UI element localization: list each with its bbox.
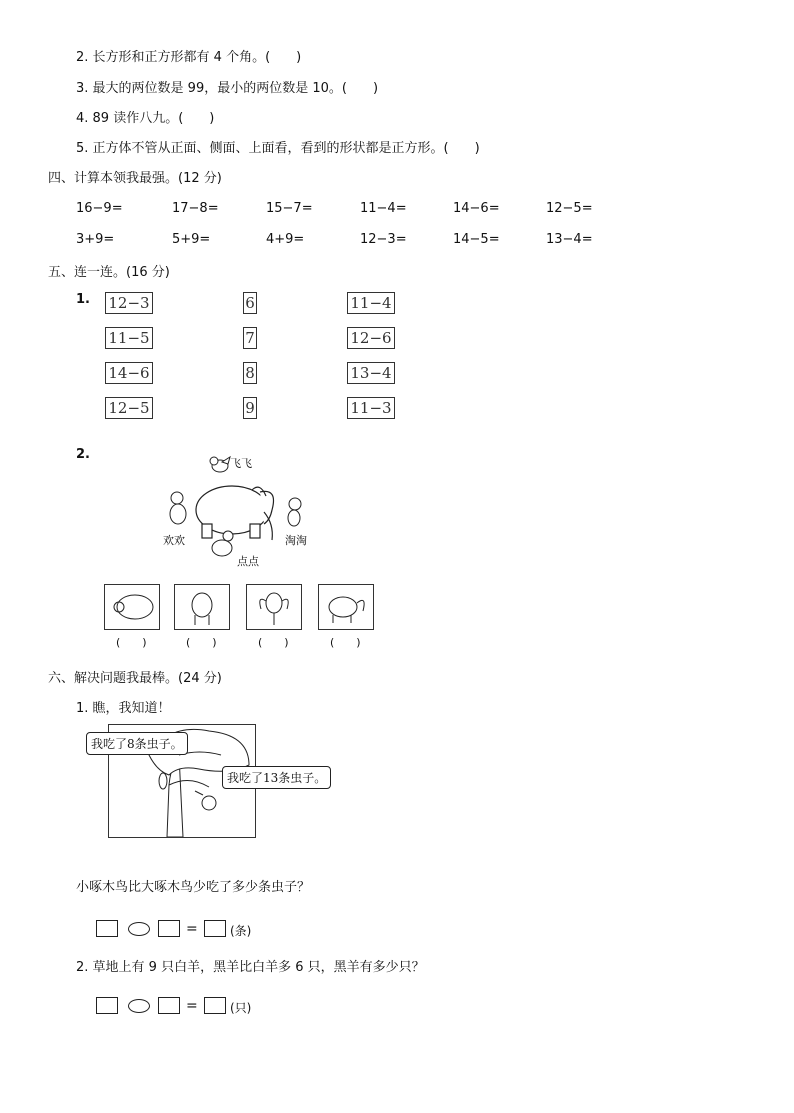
elephant-side-view-icon [319,585,373,629]
calc-item: 4+9= [266,232,305,247]
calc-item: 5+9= [172,232,211,247]
calc-item: 17−8= [172,201,219,216]
calc-item: 11−4= [360,201,407,216]
speech-bubble-big: 我吃了13条虫子。 [222,766,331,789]
elephant-front-view-icon [247,585,301,629]
woodpecker-big-icon [195,791,216,810]
scene-label-bottom: 点点 [237,555,259,568]
puppy-icon [212,531,233,556]
match-number-box[interactable]: 9 [243,397,257,419]
match-right-box[interactable]: 11−4 [347,292,395,314]
scene-label-top: 飞飞 [230,457,252,470]
elephant-icon [196,486,274,540]
answer-paren[interactable]: ( ) [186,636,217,649]
answer-paren[interactable]: ( ) [116,636,147,649]
calc-item: 15−7= [266,201,313,216]
monkey-icon [288,498,301,526]
answer-paren[interactable]: ( ) [258,636,289,649]
operator-oval[interactable] [128,999,150,1013]
match-left-box[interactable]: 12−3 [105,292,153,314]
elephant-back-view-icon [175,585,229,629]
equals-sign: = [186,921,198,937]
section-6-title: 六、解决问题我最棒。(24 分) [48,671,222,686]
match-left-box[interactable]: 14−6 [105,362,153,384]
match-right-box[interactable]: 13−4 [347,362,395,384]
elephant-top-view-icon [105,585,159,629]
answer-box[interactable] [96,920,118,937]
problem-1-title: 1. 瞧，我知道！ [76,701,171,716]
match-right-box[interactable]: 12−6 [347,327,395,349]
judge-item-4: 4. 89 读作八九。( ) [76,111,215,126]
problem-2-text: 2. 草地上有 9 只白羊，黑羊比白羊多 6 只，黑羊有多少只？ [76,960,425,975]
operator-oval[interactable] [128,922,150,936]
problem-1-question: 小啄木鸟比大啄木鸟少吃了多少条虫子？ [76,880,311,895]
match-right-box[interactable]: 11−3 [347,397,395,419]
judge-item-5: 5. 正方体不管从正面、侧面、上面看，看到的形状都是正方形。( ) [76,141,480,156]
speech-bubble-small: 我吃了8条虫子。 [86,732,188,755]
q2-label: 2. [76,447,90,462]
calc-item: 3+9= [76,232,115,247]
section-5-title: 五、连一连。(16 分) [48,265,170,280]
calc-item: 12−5= [546,201,593,216]
woodpecker-small-icon [159,773,167,789]
view-picture-4[interactable] [318,584,374,630]
answer-paren[interactable]: ( ) [330,636,361,649]
answer-box[interactable] [96,997,118,1014]
unit-label: (条) [230,924,252,938]
calc-item: 14−5= [453,232,500,247]
scene-label-left: 欢欢 [163,534,185,547]
answer-box[interactable] [158,997,180,1014]
calc-item: 14−6= [453,201,500,216]
match-number-box[interactable]: 6 [243,292,257,314]
calc-item: 16−9= [76,201,123,216]
bear-icon [170,492,186,524]
answer-box[interactable] [204,997,226,1014]
judge-item-2: 2. 长方形和正方形都有 4 个角。( ) [76,50,302,65]
scene-label-right: 淘淘 [285,534,307,547]
answer-box[interactable] [204,920,226,937]
view-picture-1[interactable] [104,584,160,630]
unit-label: (只) [230,1001,252,1015]
equals-sign: = [186,998,198,1014]
match-left-box[interactable]: 12−5 [105,397,153,419]
bird-icon [210,457,230,472]
calc-item: 13−4= [546,232,593,247]
answer-box[interactable] [158,920,180,937]
q1-label: 1. [76,292,90,307]
match-number-box[interactable]: 8 [243,362,257,384]
match-number-box[interactable]: 7 [243,327,257,349]
section-4-title: 四、计算本领我最强。(12 分) [48,171,222,186]
calc-item: 12−3= [360,232,407,247]
view-picture-2[interactable] [174,584,230,630]
match-left-box[interactable]: 11−5 [105,327,153,349]
judge-item-3: 3. 最大的两位数是 99，最小的两位数是 10。( ) [76,81,379,96]
view-picture-3[interactable] [246,584,302,630]
